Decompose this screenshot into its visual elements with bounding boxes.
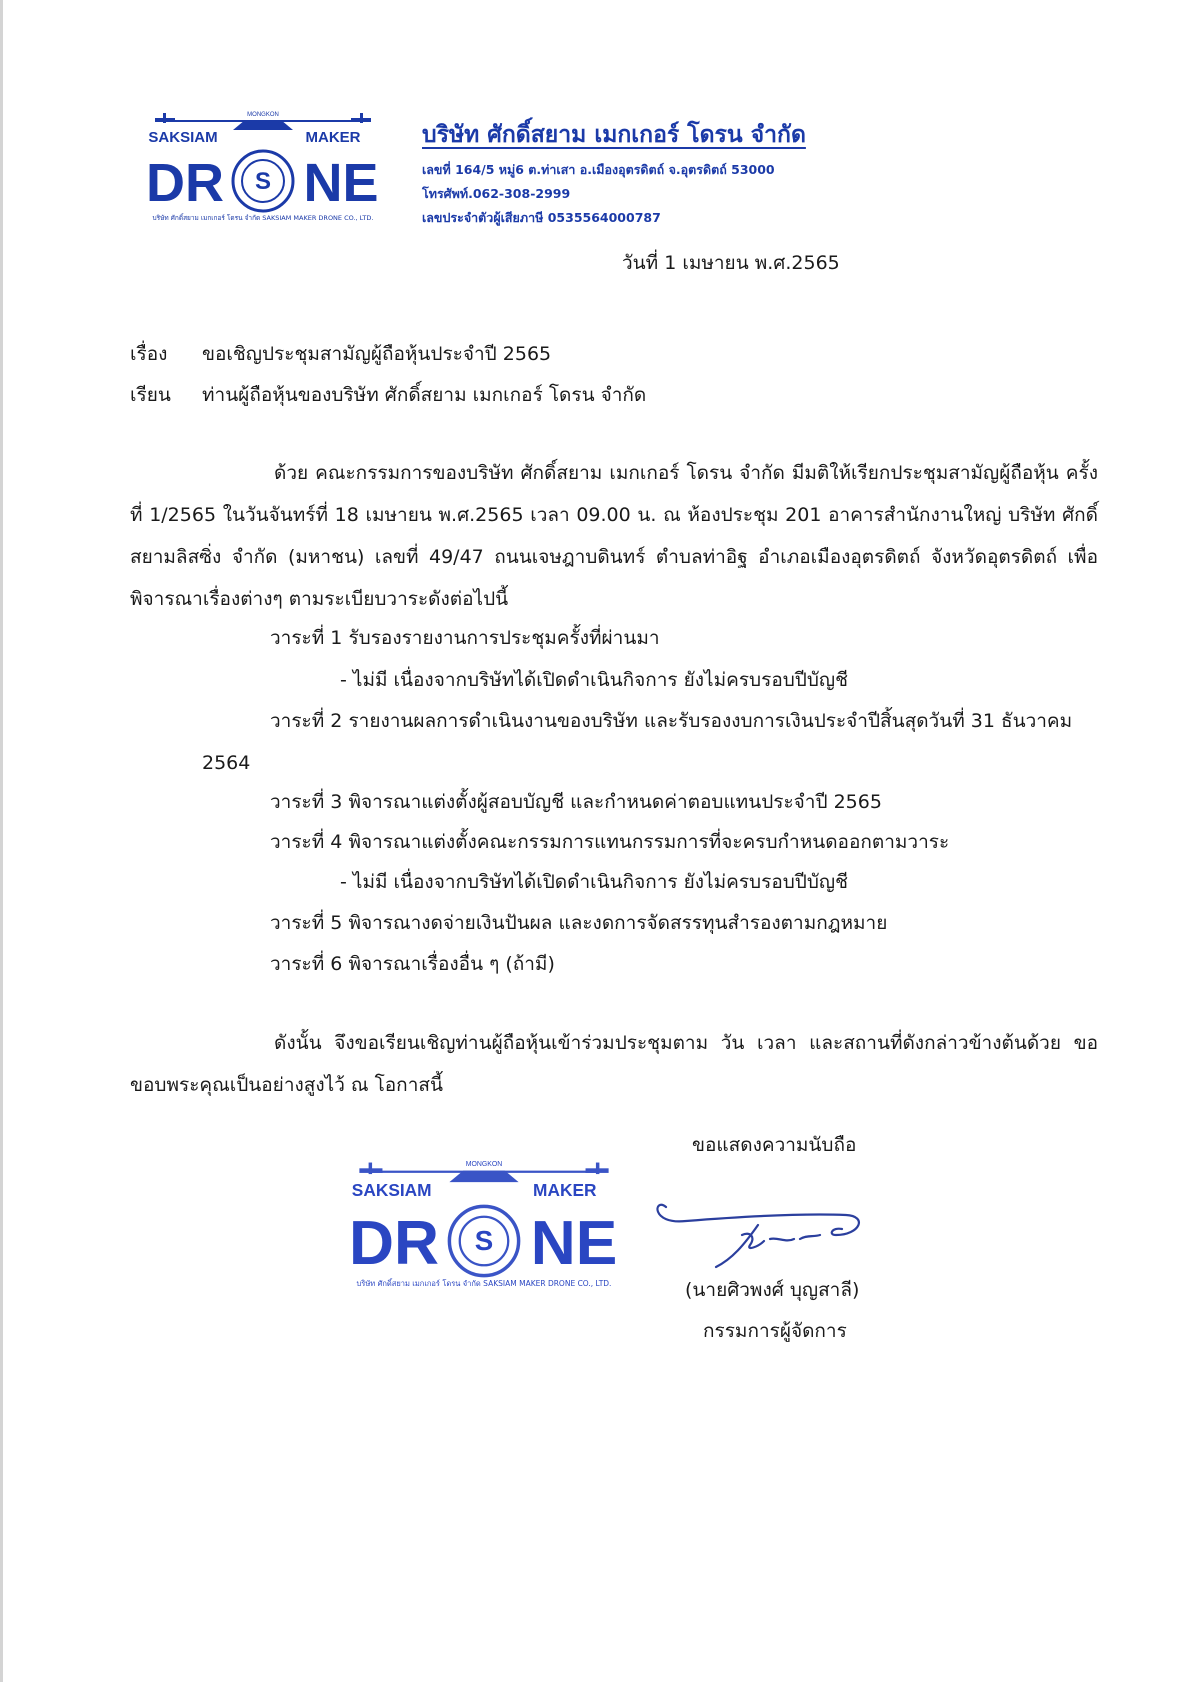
recipient-text: ท่านผู้ถือหุ้นของบริษัท ศักดิ์สยาม เมกเกอร์ โดรน จำกัด	[202, 384, 647, 406]
stamp-letters-ne: NE	[530, 1209, 618, 1279]
logo-letters-ne: NE	[303, 153, 379, 213]
stamp-caption: บริษัท ศักดิ์สยาม เมกเกอร์ โดรน จำกัด SAKSIAM MAKER DRONE CO., LTD.	[356, 1279, 612, 1288]
agenda-item-2-continued: 2564	[202, 752, 251, 774]
company-logo	[133, 108, 393, 228]
logo-letters-dr: DR	[146, 153, 224, 213]
company-address: เลขที่ 164/5 หมู่6 ต.ท่าเสา อ.เมืองอุตรดิตถ์ จ.อุตรดิตถ์ 53000	[422, 162, 775, 177]
agenda-item-5: วาระที่ 5 พิจารณางดจ่ายเงินปันผล และงดการจัดสรรทุนสำรองตามกฎหมาย	[270, 912, 888, 934]
logo-center-letter: S	[254, 168, 272, 195]
agenda-item-3: วาระที่ 3 พิจารณาแต่งตั้งผู้สอบบัญชี และกำหนดค่าตอบแทนประจำปี 2565	[270, 791, 882, 813]
company-phone: โทรศัพท์.062-308-2999	[422, 186, 571, 201]
company-tax-id: เลขประจำตัวผู้เสียภาษี 0535564000787	[422, 210, 661, 225]
logo-small-text: MONGKON	[247, 112, 279, 118]
logo-caption: บริษัท ศักดิ์สยาม เมกเกอร์ โดรน จำกัด SAKSIAM MAKER DRONE CO., LTD.	[152, 214, 374, 222]
company-stamp	[334, 1156, 634, 1296]
company-name: บริษัท ศักดิ์สยาม เมกเกอร์ โดรน จำกัด	[422, 122, 806, 148]
agenda-item-1-note: - ไม่มี เนื่องจากบริษัทได้เปิดดำเนินกิจการ ยังไม่ครบรอบปีบัญชี	[340, 669, 848, 691]
signer-position: กรรมการผู้จัดการ	[703, 1320, 847, 1342]
signer-name: (นายศิวพงศ์ บุญสาลี)	[685, 1279, 860, 1301]
agenda-item-2: วาระที่ 2 รายงานผลการดำเนินงานของบริษัท และรับรองงบการเงินประจำปีสิ้นสุดวันที่ 31 ธันวาคม	[270, 710, 1073, 732]
agenda-item-6: วาระที่ 6 พิจารณาเรื่องอื่น ๆ (ถ้ามี)	[270, 953, 555, 975]
intro-paragraph: ด้วย คณะกรรมการของบริษัท ศักดิ์สยาม เมกเกอร์ โดรน จำกัด มีมติให้เรียกประชุมสามัญผู้ถือหุ้น ครั้งที่ 1/2565 ในวันจันทร์ที่ 18 เมษายน พ.ศ.2565 เวลา 09.00 น. ณ ห้องประชุม 201 อาคารสำนักงานใหญ่ บริษัท ศักดิ์สยามลิสซิ่ง จำกัด (มหาชน) เลขที่ 49/47 ถนนเจษฎาบดินทร์ ตำบลท่าอิฐ อำเภอเมืองอุตรดิตถ์ จังหวัดอุตรดิตถ์ เพื่อพิจารณาเรื่องต่างๆ ตามระเบียบวาระดังต่อไปนี้	[130, 462, 1099, 610]
stamp-small-text: MONGKON	[465, 1161, 503, 1168]
agenda-item-4: วาระที่ 4 พิจารณาแต่งตั้งคณะกรรมการแทนกรรมการที่จะครบกำหนดออกตามวาระ	[270, 831, 950, 853]
logo-word-maker: MAKER	[305, 129, 361, 146]
conclusion-paragraph: ดังนั้น จึงขอเรียนเชิญท่านผู้ถือหุ้นเข้าร่วมประชุมตาม วัน เวลา และสถานที่ดังกล่าวข้างต้นด้วย ขอขอบพระคุณเป็นอย่างสูงไว้ ณ โอกาสนี้	[130, 1032, 1098, 1096]
stamp-word-saksiam: SAKSIAM	[351, 1180, 432, 1200]
logo-word-saksiam: SAKSIAM	[148, 129, 218, 146]
stamp-center-letter: S	[474, 1225, 494, 1257]
page-edge	[0, 0, 3, 1682]
agenda-item-1: วาระที่ 1 รับรองรายงานการประชุมครั้งที่ผ่านมา	[270, 627, 660, 649]
recipient-label: เรียน	[130, 384, 171, 406]
subject-text: ขอเชิญประชุมสามัญผู้ถือหุ้นประจำปี 2565	[202, 343, 552, 365]
stamp-letters-dr: DR	[349, 1209, 439, 1279]
stamp-word-maker: MAKER	[533, 1180, 597, 1200]
letter-date: วันที่ 1 เมษายน พ.ศ.2565	[622, 252, 840, 274]
closing-phrase: ขอแสดงความนับถือ	[692, 1134, 857, 1156]
subject-label: เรื่อง	[130, 343, 168, 365]
agenda-item-4-note: - ไม่มี เนื่องจากบริษัทได้เปิดดำเนินกิจการ ยังไม่ครบรอบปีบัญชี	[340, 871, 848, 893]
handwritten-signature	[646, 1195, 876, 1275]
